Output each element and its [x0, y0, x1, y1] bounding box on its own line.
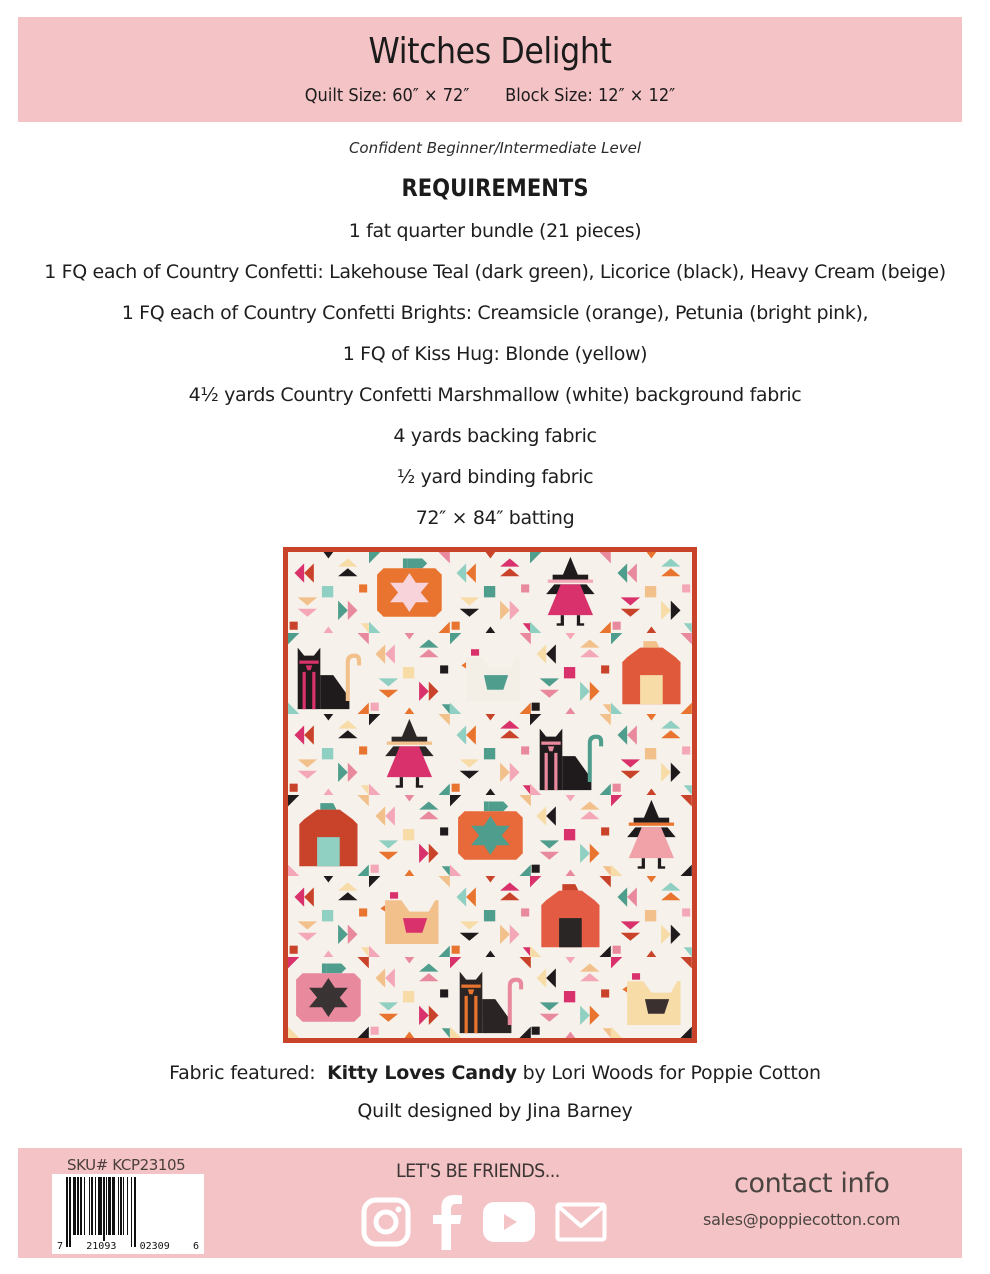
instagram-icon[interactable]	[361, 1197, 411, 1247]
quilt-block-geese	[369, 795, 450, 876]
skill-level: Confident Beginner/Intermediate Level	[348, 139, 642, 157]
quilt-block-hen	[450, 633, 531, 714]
quilt-block-geese	[611, 552, 692, 633]
requirement-item: ½ yard binding fabric	[396, 466, 594, 488]
quilt-block-geese	[450, 552, 531, 633]
fabric-credit-prefix: Fabric featured:	[169, 1062, 316, 1084]
barcode-bar	[118, 1177, 119, 1235]
barcode-bars	[56, 1177, 200, 1239]
quilt-block-geese	[530, 957, 611, 1038]
quilt-block-geese	[369, 633, 450, 714]
quilt-block-pumpkin	[369, 552, 450, 633]
requirement-item: 1 FQ of Kiss Hug: Blonde (yellow)	[342, 343, 648, 365]
barcode-bar	[66, 1177, 68, 1247]
barcode-bar	[98, 1177, 101, 1235]
barcode-bar	[77, 1177, 78, 1235]
barcode-digit: 7	[57, 1241, 64, 1252]
fabric-credit	[0, 1062, 990, 1084]
quilt-block-barn	[288, 795, 369, 876]
pattern-title: Witches Delight	[368, 31, 612, 72]
quilt-block-cat	[450, 957, 531, 1038]
barcode-bar	[80, 1177, 82, 1235]
quilt-block-geese	[450, 876, 531, 957]
requirements-list	[0, 220, 990, 548]
quilt-block-pumpkin	[450, 795, 531, 876]
size-info	[65, 85, 915, 106]
quilt-block-witch	[369, 714, 450, 795]
footer-banner	[18, 1148, 962, 1258]
requirement-item: 1 FQ each of Country Confetti Brights: Creamsicle (orange), Petunia (bright pink),	[121, 302, 869, 324]
header-banner	[18, 17, 962, 122]
barcode-bar	[108, 1177, 110, 1235]
quilt-block-geese	[450, 714, 531, 795]
contact-title: contact info	[734, 1168, 890, 1199]
quilt-block-geese	[611, 876, 692, 957]
social-links	[361, 1194, 607, 1250]
fabric-credit-suffix: by Lori Woods for Poppie Cotton	[522, 1062, 821, 1084]
quilt-block-barn	[530, 876, 611, 957]
social-heading: LET'S BE FRIENDS...	[396, 1160, 560, 1182]
quilt-block-hen	[611, 957, 692, 1038]
fabric-collection-name: Kitty Loves Candy	[327, 1062, 517, 1084]
quilt-block-pumpkin	[288, 957, 369, 1038]
requirement-item: 72″ × 84″ batting	[415, 507, 575, 529]
quilt-block-witch	[611, 795, 692, 876]
block-size: Block Size: 12″ × 12″	[505, 85, 676, 106]
email-icon[interactable]	[555, 1202, 607, 1242]
barcode-bar	[95, 1177, 96, 1235]
barcode-bar	[73, 1177, 76, 1235]
sku-label: SKU# KCP23105	[67, 1156, 186, 1174]
barcode-digit: 6	[192, 1241, 199, 1252]
quilt-block-hen	[369, 876, 450, 957]
quilt-block-witch	[530, 552, 611, 633]
barcode-bar	[123, 1177, 124, 1235]
barcode-bar	[134, 1177, 136, 1247]
barcode-bar	[127, 1177, 128, 1235]
quilt-block-barn	[611, 633, 692, 714]
quilt-block-geese	[288, 552, 369, 633]
barcode	[52, 1174, 204, 1254]
requirement-item: 4 yards backing fabric	[393, 425, 597, 447]
quilt-block-geese	[369, 957, 450, 1038]
contact-email[interactable]: sales@poppiecotton.com	[703, 1210, 901, 1229]
quilt-image	[283, 547, 697, 1043]
barcode-bar	[131, 1177, 132, 1247]
quilt-block-geese	[288, 714, 369, 795]
quilt-size: Quilt Size: 60″ × 72″	[304, 85, 470, 106]
requirements-heading: REQUIREMENTS	[401, 174, 589, 202]
quilt-block-geese	[530, 795, 611, 876]
barcode-bar	[106, 1177, 107, 1235]
requirement-item: 1 fat quarter bundle (21 pieces)	[348, 220, 642, 242]
barcode-bar	[91, 1177, 93, 1235]
barcode-digits	[56, 1241, 200, 1252]
quilt-block-geese	[288, 876, 369, 957]
quilt-block-geese	[611, 714, 692, 795]
barcode-digit: 21093	[86, 1241, 117, 1252]
barcode-bar	[112, 1177, 115, 1235]
facebook-icon[interactable]	[431, 1194, 463, 1250]
youtube-icon[interactable]	[483, 1202, 535, 1242]
quilt-block-cat	[530, 714, 611, 795]
quilt-block-cat	[288, 633, 369, 714]
barcode-digit: 02309	[139, 1241, 170, 1252]
requirement-item: 1 FQ each of Country Confetti: Lakehouse Teal (dark green), Licorice (black), Heavy Cream (beige)	[44, 261, 946, 283]
requirement-item: 4½ yards Country Confetti Marshmallow (white) background fabric	[188, 384, 802, 406]
designer-credit: Quilt designed by Jina Barney	[357, 1100, 633, 1122]
barcode-bar	[120, 1177, 122, 1235]
quilt-grid	[288, 552, 692, 1038]
quilt-block-geese	[530, 633, 611, 714]
barcode-bar	[103, 1177, 105, 1247]
barcode-bar	[84, 1177, 85, 1235]
barcode-bar	[69, 1177, 70, 1247]
barcode-bar	[89, 1177, 90, 1235]
